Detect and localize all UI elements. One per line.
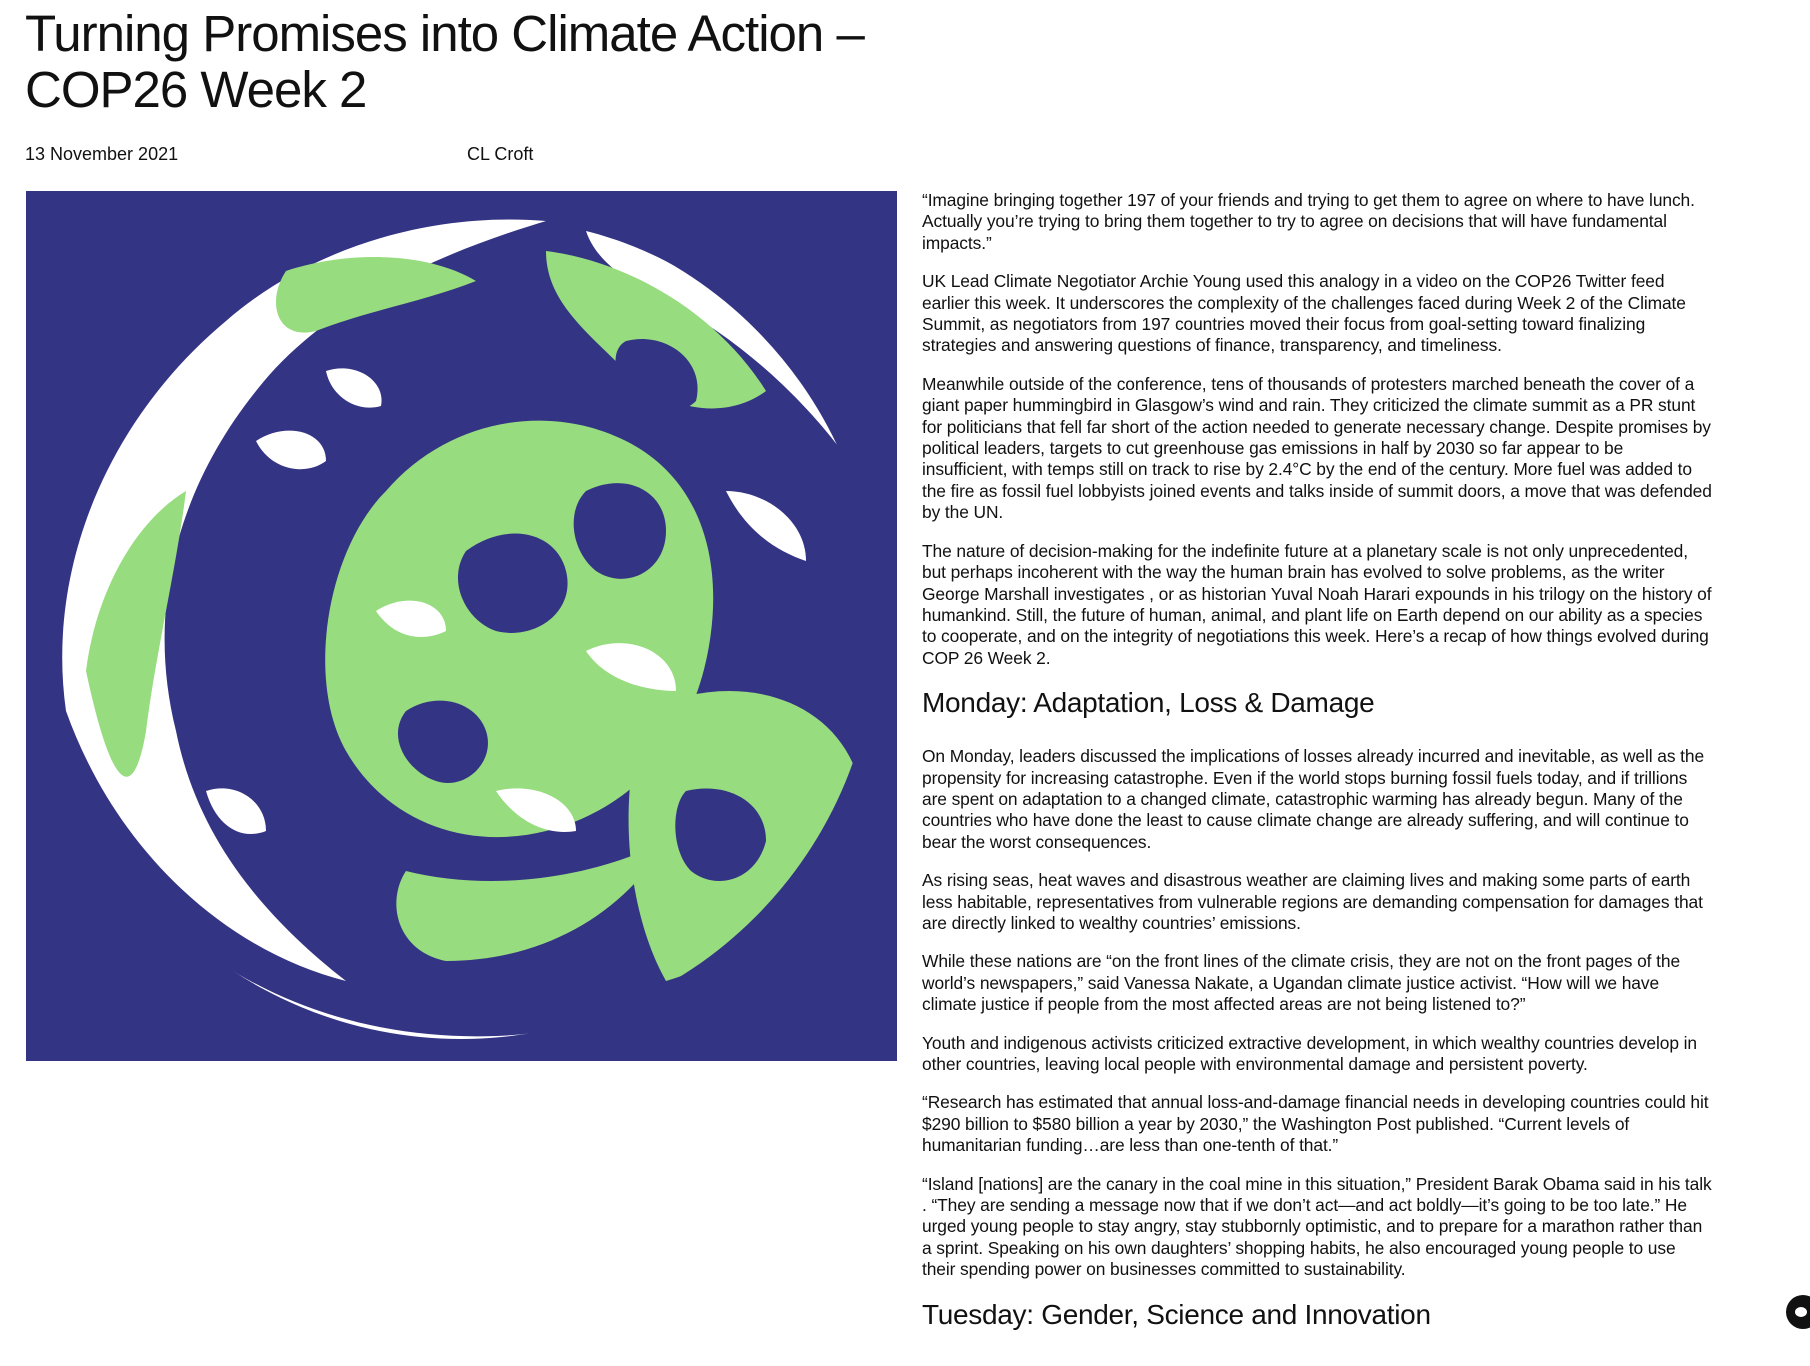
article-paragraph: “Research has estimated that annual loss-and-damage financial needs in developing countries could hit $290 billion to $580 billion a year by 2030,” the Washington Post published. “Current levels of humanitarian funding…are less than one-tenth of that.” — [922, 1092, 1709, 1156]
article-paragraph: Meanwhile outside of the conference, tens of thousands of protesters marched beneath the cover of a giant paper hummingbird in Glasgow’s wind and rain. They criticized the climate summit as a PR stunt for politicians that fell far short of the action needed to generate necessary change. Despite promises by political leaders, targets to cut greenhouse gas emissions in half by 2030 so far appear to be insufficient, with temps still on track to rise by 2.4°C by the end of the century. More fuel was added to the fire as fossil fuel lobbyists joined events and talks inside of summit doors, a move that was defended by the UN. — [922, 373, 1712, 523]
section-heading-monday: Monday: Adaptation, Loss & Damage — [922, 687, 1375, 719]
article-paragraph: Youth and indigenous activists criticized extractive development, in which wealthy countries develop in other countries, leaving local people with environmental damage and persistent poverty. — [922, 1032, 1697, 1074]
chat-bubble-icon[interactable] — [1786, 1295, 1810, 1329]
article-date: 13 November 2021 — [25, 144, 179, 164]
article-paragraph: “Island [nations] are the canary in the coal mine in this situation,” President Barak Obama said in his talk . “They are sending a message now that if we don’t act—and act boldly—it’s going to be too late.” He urged young people to stay angry, stay stubbornly optimistic, and to prepare for a marathon rather than a sprint. Speaking on his own daughters’ shopping habits, he also encouraged young people to use their spending power on businesses committed to sustainability. — [922, 1173, 1712, 1280]
article-paragraph: On Monday, leaders discussed the implications of losses already incurred and inevitable, as well as the propensity for increasing catastrophe. Even if the world stops burning fossil fuels today, and if trillions are spent on adaptation to a changed climate, catastrophic warming has already begun. Many of the countries who have done the least to cause climate change are already suffering, and will continue to bear the worst consequences. — [922, 746, 1705, 852]
article-body — [922, 190, 1712, 1358]
chat-bubble-dot — [1795, 1307, 1807, 1317]
article-paragraph: UK Lead Climate Negotiator Archie Young used this analogy in a video on the COP26 Twitter feed earlier this week. It underscores the complexity of the challenges faced during Week 2 of the Climate Summit, as negotiators from 197 countries moved their focus from goal-setting toward finalizing strategies and answering questions of finance, transparency, and timeliness. — [922, 271, 1686, 356]
article-author: CL Croft — [467, 144, 534, 164]
article-title: Turning Promises into Climate Action – COP26 Week 2 — [25, 5, 864, 118]
article-paragraph: “Imagine bringing together 197 of your friends and trying to get them to agree on where to have lunch. Actually you’re trying to bring them together to try to agree on decisions that will have fundamental impacts.” — [922, 190, 1695, 253]
section-heading-tuesday: Tuesday: Gender, Science and Innovation — [922, 1298, 1431, 1330]
article-paragraph: While these nations are “on the front lines of the climate crisis, they are not on the front pages of the world’s newspapers,” said Vanessa Nakate, a Ugandan climate justice activist. “How will we have climate justice if people from the most affected areas are not being listened to?” — [922, 951, 1681, 1015]
hero-image — [26, 191, 897, 1061]
article-paragraph: As rising seas, heat waves and disastrous weather are claiming lives and making some parts of earth less habitable, representatives from vulnerable regions are demanding compensation for damages that are directly linked to wealthy countries’ emissions. — [922, 870, 1703, 933]
article-paragraph: The nature of decision-making for the indefinite future at a planetary scale is not only unprecedented, but perhaps incoherent with the way the human brain has evolved to solve problems, as the writer George Marshall investigates , or as historian Yuval Noah Harari expounds in his trilogy on the history of humankind. Still, the future of human, animal, and plant life on Earth depend on our ability as a species to cooperate, and on the integrity of negotiations this week. Here’s a recap of how things evolved during COP 26 Week 2. — [922, 540, 1712, 668]
marbled-globe-illustration — [26, 191, 897, 1061]
